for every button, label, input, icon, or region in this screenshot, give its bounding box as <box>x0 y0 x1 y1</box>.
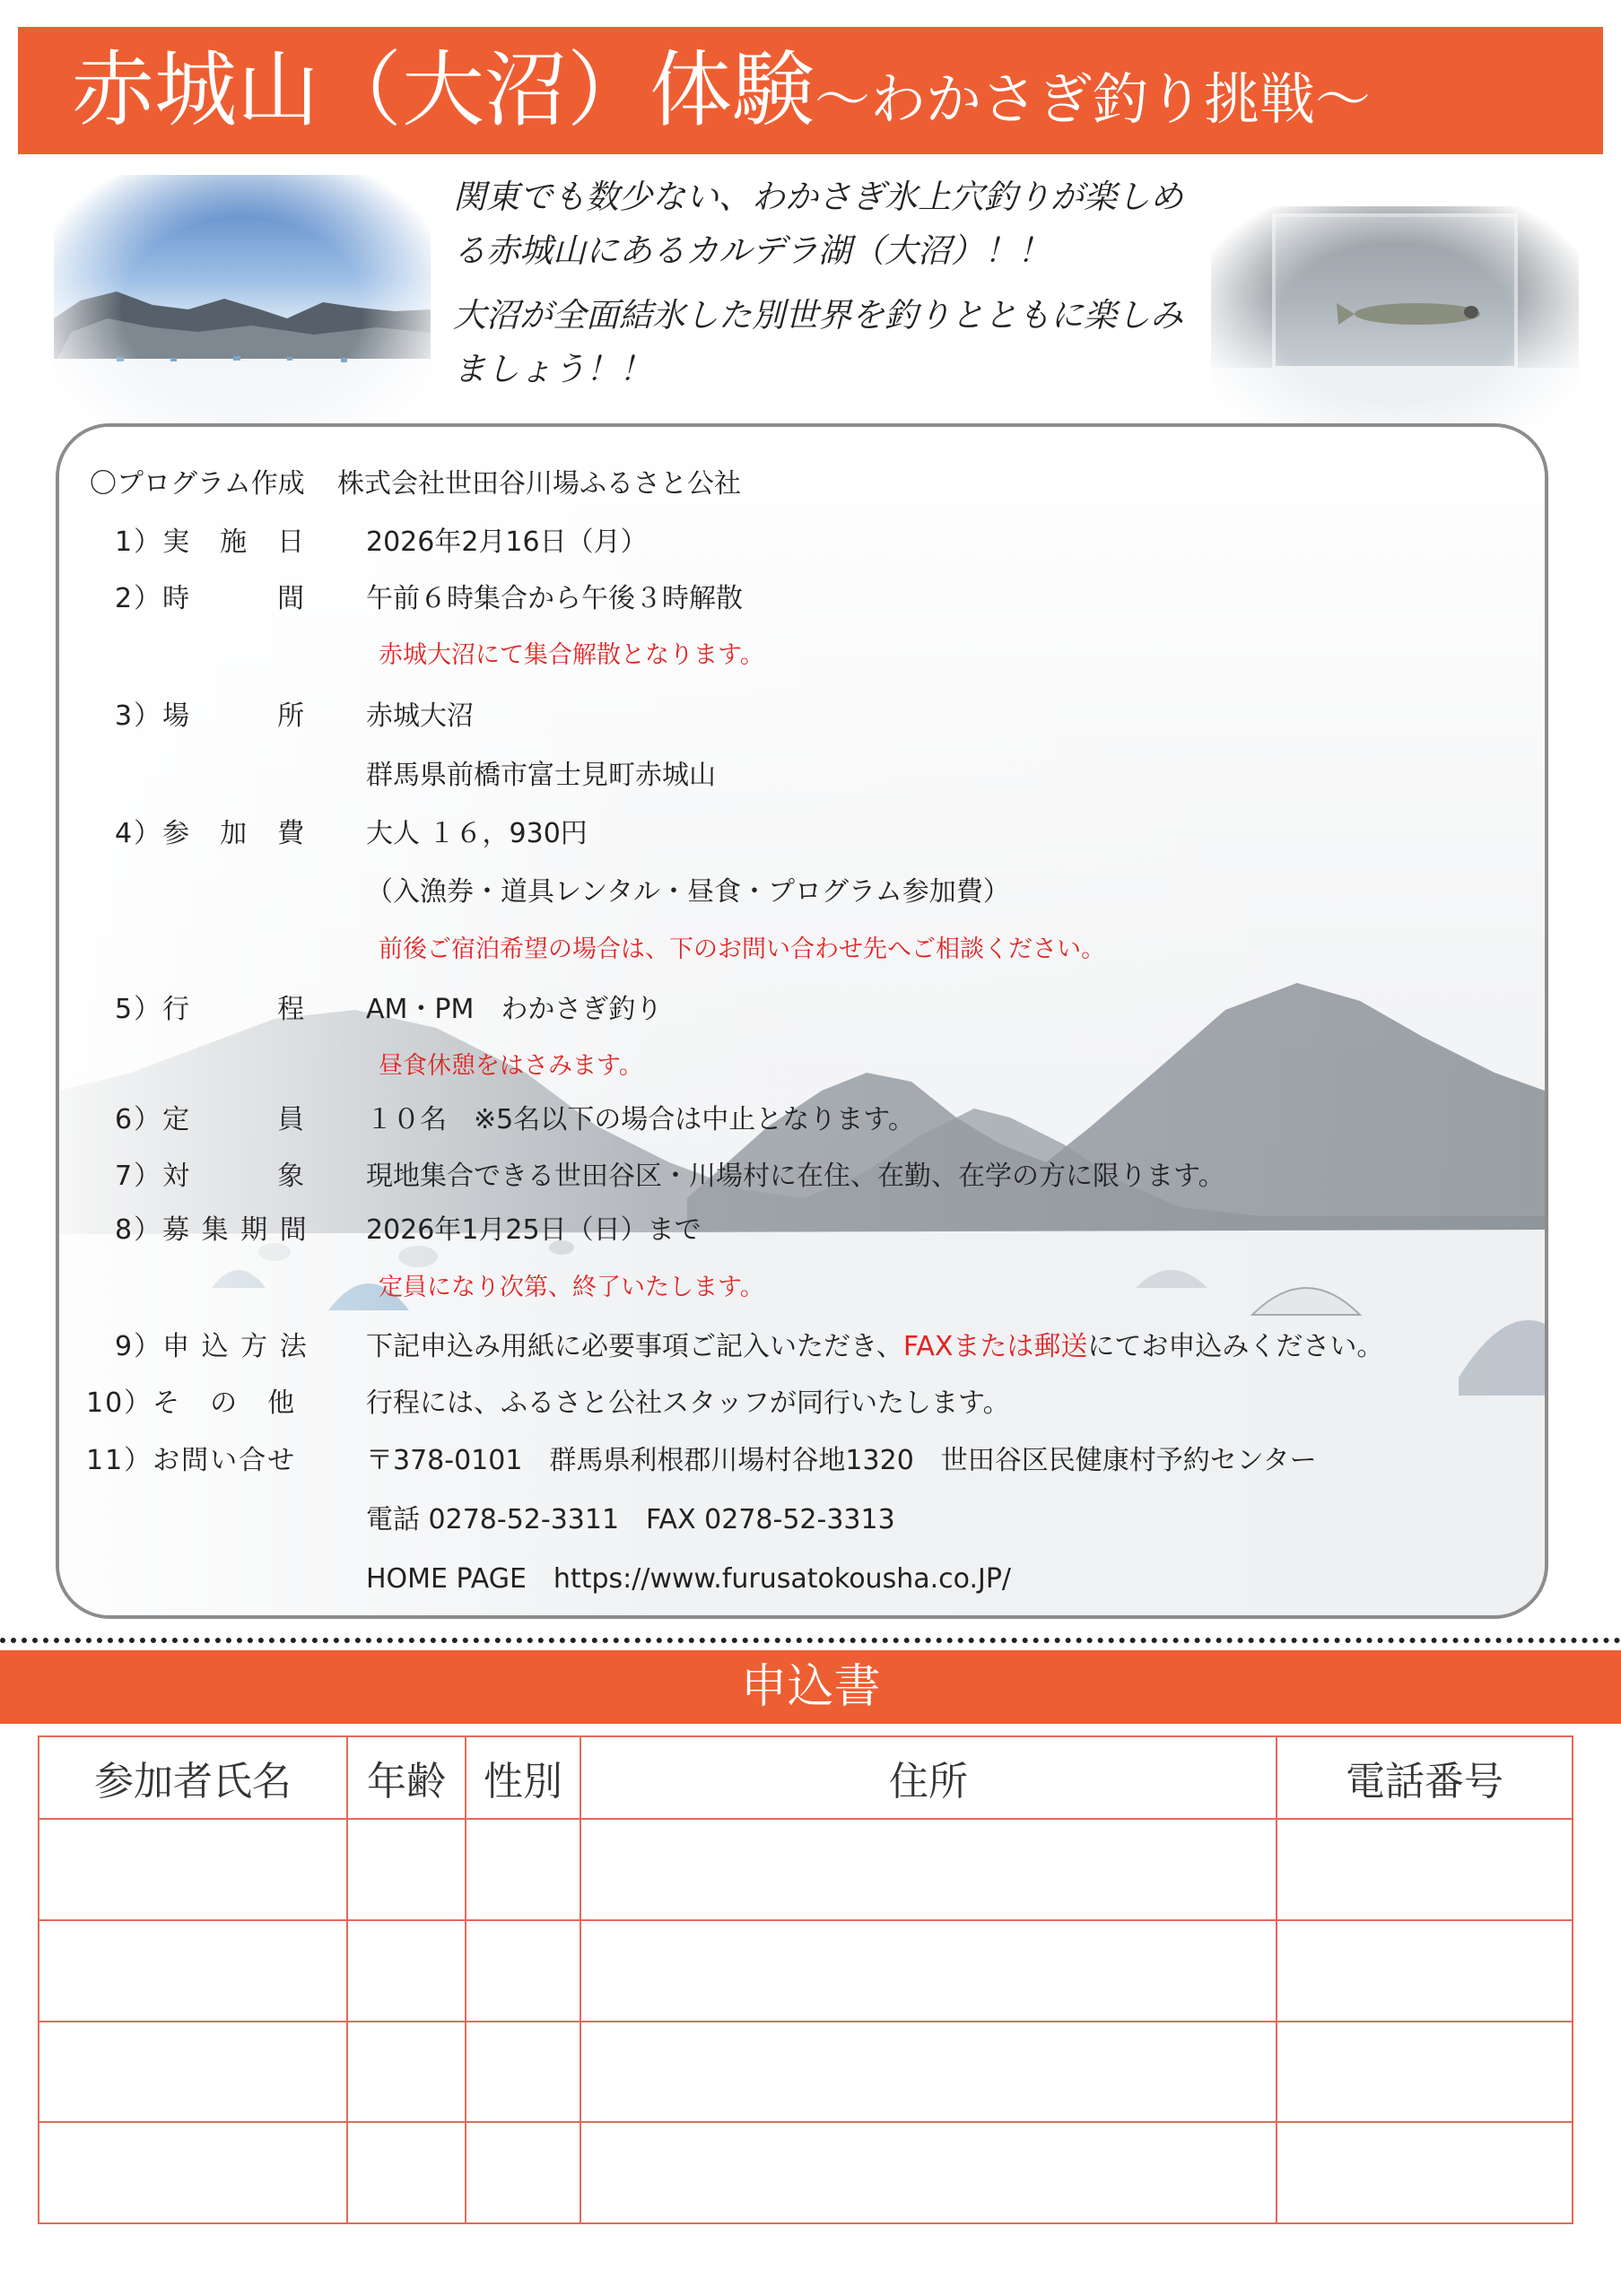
item-value-address: 群馬県前橋市富士見町赤城山 <box>366 760 716 791</box>
item-note-time: 赤城大沼にて集合解散となります。 <box>379 641 764 669</box>
column-header-age: 年齢 <box>347 1736 466 1819</box>
column-header-name: 参加者氏名 <box>39 1736 347 1819</box>
cell-address[interactable] <box>580 1819 1277 1920</box>
apply-text-pre: 下記申込み用紙に必要事項ご記入いただき、 <box>366 1331 903 1362</box>
form-title-bar <box>0 1650 1621 1724</box>
table-row <box>39 2022 1573 2123</box>
item-label-fee: 4）参 加 費 <box>115 818 307 849</box>
item-value-contact-address: 〒378-0101 群馬県利根郡川場村谷地1320 世田谷区民健康村予約センター <box>366 1445 1317 1476</box>
item-value-contact-phone: 電話 0278-52-3311 FAX 0278-52-3313 <box>366 1504 895 1535</box>
item-note-schedule: 昼食休憩をはさみます。 <box>379 1052 643 1080</box>
page-title <box>72 27 1371 154</box>
item-label-eligibility: 7）対 象 <box>115 1161 307 1192</box>
intro-line-1: 関東でも数少ない、わかさぎ氷上穴釣りが楽しめ <box>453 178 1183 216</box>
program-creator-value: 株式会社世田谷川場ふるさと公社 <box>337 468 741 500</box>
item-value-schedule: AM・PM わかさぎ釣り <box>366 994 663 1025</box>
page-title-sub: ～わかさぎ釣り挑戦～ <box>815 66 1372 132</box>
column-header-phone: 電話番号 <box>1277 1736 1573 1819</box>
item-value-capacity: １０名 ※5名以下の場合は中止となります。 <box>366 1104 915 1135</box>
wakasagi-photo-illustration <box>1211 206 1579 439</box>
item-value-apply <box>366 1324 1383 1363</box>
item-value-place: 赤城大沼 <box>366 700 474 732</box>
intro-line-3: 大沼が全面結氷した別世界を釣りとともに楽しみ <box>453 296 1183 335</box>
item-label-apply: 9）申 込 方 法 <box>115 1331 309 1362</box>
item-value-other: 行程には、ふるさと公社スタッフが同行いたします。 <box>366 1387 1010 1419</box>
table-row <box>39 2122 1573 2223</box>
intro-line-4: ましょう！！ <box>453 350 652 388</box>
item-label-period: 8）募 集 期 間 <box>115 1214 309 1246</box>
table-row <box>39 1920 1573 2022</box>
item-value-homepage[interactable]: HOME PAGE https://www.furusatokousha.co.JP/ <box>366 1563 1012 1595</box>
cell-age[interactable] <box>347 2022 466 2123</box>
item-value-fee-includes: （入漁券・道具レンタル・昼食・プログラム参加費） <box>366 876 1010 908</box>
intro-text <box>453 170 1198 407</box>
column-header-address: 住所 <box>580 1736 1277 1819</box>
form-title: 申込書 <box>740 1660 881 1714</box>
apply-text-post: にてお申込みください。 <box>1087 1331 1384 1362</box>
cell-address[interactable] <box>580 2122 1277 2223</box>
lake-photo-illustration <box>54 175 431 444</box>
item-label-capacity: 6）定 員 <box>115 1104 307 1135</box>
item-value-time: 午前６時集合から午後３時解散 <box>366 583 743 614</box>
cell-gender[interactable] <box>466 1920 580 2022</box>
program-creator-label: 〇プログラム作成 <box>90 468 305 500</box>
item-label-place: 3）場 所 <box>115 700 307 732</box>
column-header-gender: 性別 <box>466 1736 580 1819</box>
item-value-fee: 大人 １６，930円 <box>366 818 588 849</box>
cell-gender[interactable] <box>466 2122 580 2223</box>
wakasagi-photo <box>1211 206 1579 439</box>
application-form-table <box>38 1735 1573 2224</box>
item-value-date: 2026年2月16日（月） <box>366 526 648 558</box>
cell-phone[interactable] <box>1277 2022 1573 2123</box>
item-label-contact: 11）お問い合せ <box>86 1445 297 1476</box>
cell-name[interactable] <box>39 2122 347 2223</box>
item-note-period: 定員になり次第、終了いたします。 <box>379 1274 764 1301</box>
cell-address[interactable] <box>580 1920 1277 2022</box>
item-value-eligibility: 現地集合できる世田谷区・川場村に在住、在勤、在学の方に限ります。 <box>366 1161 1225 1192</box>
title-banner <box>18 27 1603 154</box>
cell-phone[interactable] <box>1277 1920 1573 2022</box>
cell-name[interactable] <box>39 2022 347 2123</box>
intro-line-2: る赤城山にあるカルデラ湖（大沼）！！ <box>453 231 1050 270</box>
cell-address[interactable] <box>580 2022 1277 2123</box>
cell-phone[interactable] <box>1277 1819 1573 1920</box>
page-title-main: 赤城山（大沼）体験 <box>72 42 815 138</box>
cell-age[interactable] <box>347 1920 466 2022</box>
program-details <box>59 427 1545 1615</box>
apply-text-red: FAXまたは郵送 <box>902 1331 1088 1362</box>
item-label-schedule: 5）行 程 <box>115 994 307 1025</box>
item-label-other: 10）そ の 他 <box>86 1387 297 1419</box>
item-value-period: 2026年1月25日（日）まで <box>366 1214 702 1246</box>
cell-age[interactable] <box>347 2122 466 2223</box>
lake-photo <box>54 175 431 444</box>
item-label-time: 2）時 間 <box>115 583 307 614</box>
item-note-fee: 前後ご宿泊希望の場合は、下のお問い合わせ先へご相談ください。 <box>379 935 1105 963</box>
cut-line-divider <box>0 1638 1621 1643</box>
cell-name[interactable] <box>39 1819 347 1920</box>
program-info-panel <box>56 423 1548 1619</box>
cell-phone[interactable] <box>1277 2122 1573 2223</box>
cell-gender[interactable] <box>466 1819 580 1920</box>
table-row <box>39 1819 1573 1920</box>
cell-age[interactable] <box>347 1819 466 1920</box>
form-header-row <box>39 1736 1573 1819</box>
cell-gender[interactable] <box>466 2022 580 2123</box>
item-label-date: 1）実 施 日 <box>115 526 307 558</box>
cell-name[interactable] <box>39 1920 347 2022</box>
